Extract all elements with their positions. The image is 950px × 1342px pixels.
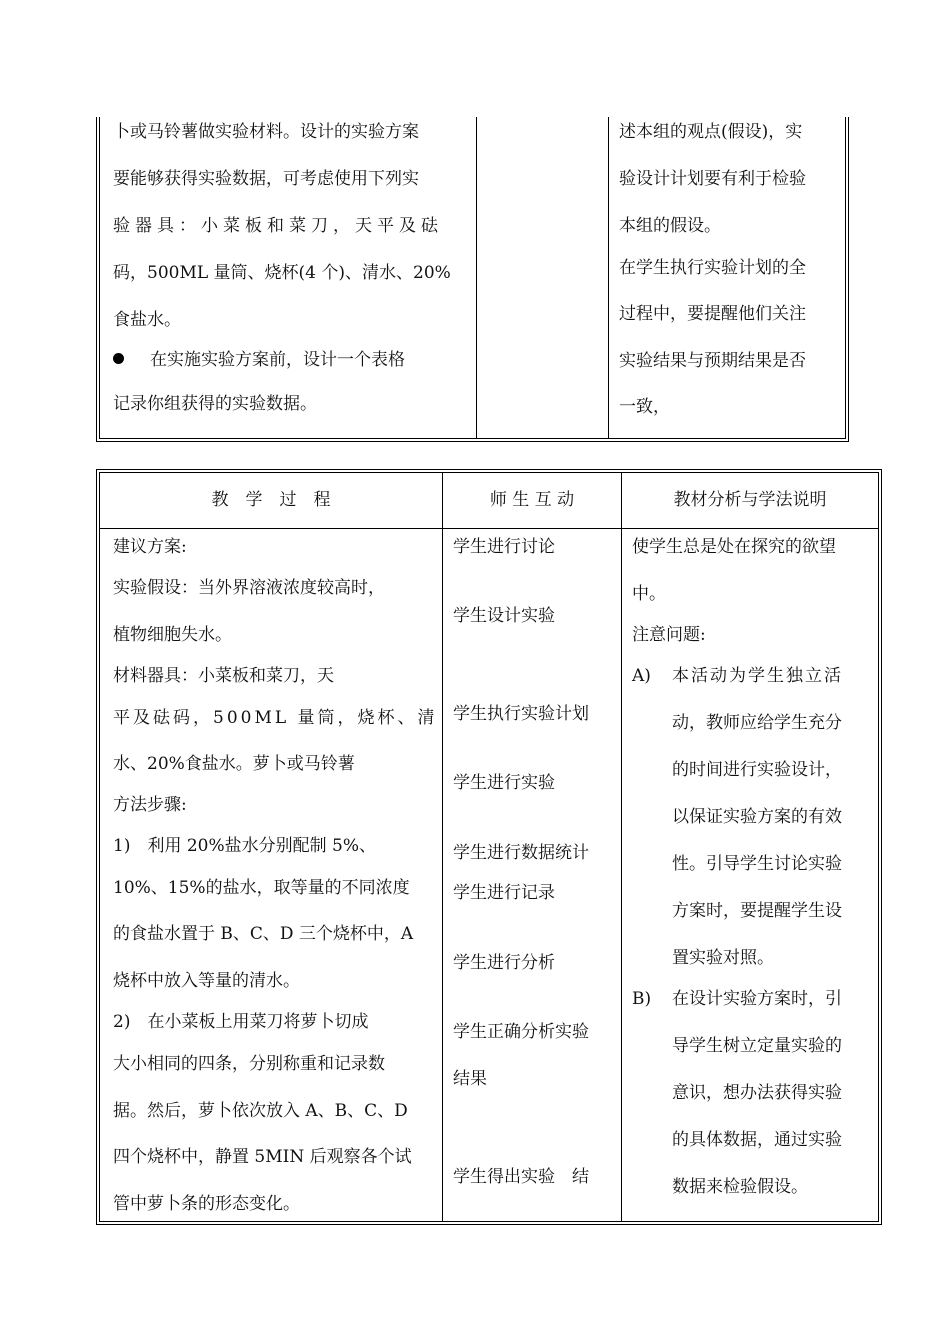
- bullet-text: 在实施实验方案前，设计一个表格: [150, 350, 405, 370]
- text-line: 述本组的观点(假设)，实: [619, 122, 803, 142]
- text-line: 过程中，要提醒他们关注: [619, 304, 806, 324]
- text-line: 性。引导学生讨论实验: [672, 854, 842, 874]
- text-line: 验器具：小菜板和菜刀，天平及砝: [113, 216, 443, 236]
- text-line: 据。然后，萝卜依次放入 A、B、C、D: [113, 1101, 408, 1121]
- text-line: 植物细胞失水。: [113, 625, 232, 645]
- table-continued: [96, 117, 849, 442]
- text-line: 学生进行实验: [453, 773, 555, 793]
- text-line: 数据来检验假设。: [672, 1177, 808, 1197]
- text-line: 食盐水。: [113, 310, 181, 330]
- text-line: 材料器具：小菜板和菜刀，天: [113, 666, 334, 686]
- text-line: 以保证实验方案的有效: [672, 807, 842, 827]
- text-line: 要能够获得实验数据，可考虑使用下列实: [113, 169, 419, 189]
- text-line: 在设计实验方案时，引: [672, 989, 842, 1009]
- text-line: 学生得出实验 结: [453, 1167, 589, 1187]
- text-line: 1) 利用 20%盐水分别配制 5%、: [113, 836, 377, 856]
- text-line: 四个烧杯中，静置 5MIN 后观察各个试: [113, 1147, 412, 1167]
- header-interaction: 师 生 互 动: [489, 490, 575, 510]
- text-line: 本组的假设。: [619, 216, 721, 236]
- text-line: 实验假设：当外界溶液浓度较高时，: [113, 578, 385, 598]
- text-line: 10%、15%的盐水，取等量的不同浓度: [113, 878, 410, 898]
- bullet-icon: [113, 353, 124, 364]
- text-line: 方案时，要提醒学生设: [672, 901, 842, 921]
- process-column: [100, 117, 477, 438]
- text-line: 方法步骤:: [113, 795, 187, 815]
- text-line: 大小相同的四条，分别称重和记录数: [113, 1054, 385, 1074]
- text-line: 建议方案:: [113, 537, 187, 557]
- text-line: 码，500ML 量筒、烧杯(4 个)、清水、20%: [113, 263, 451, 283]
- text-line: 的具体数据，通过实验: [672, 1130, 842, 1150]
- text-line: 烧杯中放入等量的清水。: [113, 971, 300, 991]
- text-line: 实验结果与预期结果是否: [619, 351, 806, 371]
- analysis-column: [622, 473, 878, 1221]
- text-line: 学生进行讨论: [453, 537, 555, 557]
- text-line: 水、20%食盐水。萝卜或马铃薯: [113, 754, 355, 774]
- text-line: 意识，想办法获得实验: [672, 1083, 842, 1103]
- interaction-column: [443, 473, 622, 1221]
- text-line: 的食盐水置于 B、C、D 三个烧杯中，A: [113, 924, 414, 944]
- text-line: 动，教师应给学生充分: [672, 713, 842, 733]
- text-line: 本活动为学生独立活: [672, 666, 843, 686]
- process-column: [100, 473, 443, 1221]
- text-line: 使学生总是处在探究的欲望: [632, 537, 836, 557]
- analysis-column: [609, 117, 845, 438]
- text-line: 注意问题:: [632, 625, 706, 645]
- text-line: 学生进行数据统计: [453, 843, 589, 863]
- text-line: 平及砝码，500ML 量筒，烧杯、清: [113, 708, 438, 728]
- text-line: 一致，: [619, 397, 670, 417]
- header-analysis: 教材分析与学法说明: [673, 490, 827, 510]
- text-line: 置实验对照。: [672, 948, 774, 968]
- text-line: 导学生树立定量实验的: [672, 1036, 842, 1056]
- text-line: 的时间进行实验设计，: [672, 760, 842, 780]
- text-line: 中。: [632, 584, 666, 604]
- text-line: 结果: [453, 1069, 487, 1089]
- interaction-column: [477, 117, 609, 438]
- header-teaching-process: 教 学 过 程: [211, 490, 331, 510]
- text-line: 2) 在小菜板上用菜刀将萝卜切成: [113, 1012, 369, 1032]
- text-line: 管中萝卜条的形态变化。: [113, 1194, 300, 1214]
- list-marker: B): [632, 989, 652, 1009]
- teaching-table: [96, 469, 882, 1225]
- bullet-item: [113, 349, 405, 371]
- text-line: 在学生执行实验计划的全: [619, 258, 806, 278]
- text-line: 学生设计实验: [453, 606, 555, 626]
- list-marker: A): [632, 666, 651, 686]
- text-line: 记录你组获得的实验数据。: [113, 394, 317, 414]
- text-line: 学生执行实验计划: [453, 704, 589, 724]
- text-line: 学生进行记录: [453, 883, 555, 903]
- text-line: 卜或马铃薯做实验材料。设计的实验方案: [113, 122, 419, 142]
- text-line: 验设计计划要有利于检验: [619, 169, 806, 189]
- text-line: 学生进行分析: [453, 953, 555, 973]
- text-line: 学生正确分析实验: [453, 1022, 589, 1042]
